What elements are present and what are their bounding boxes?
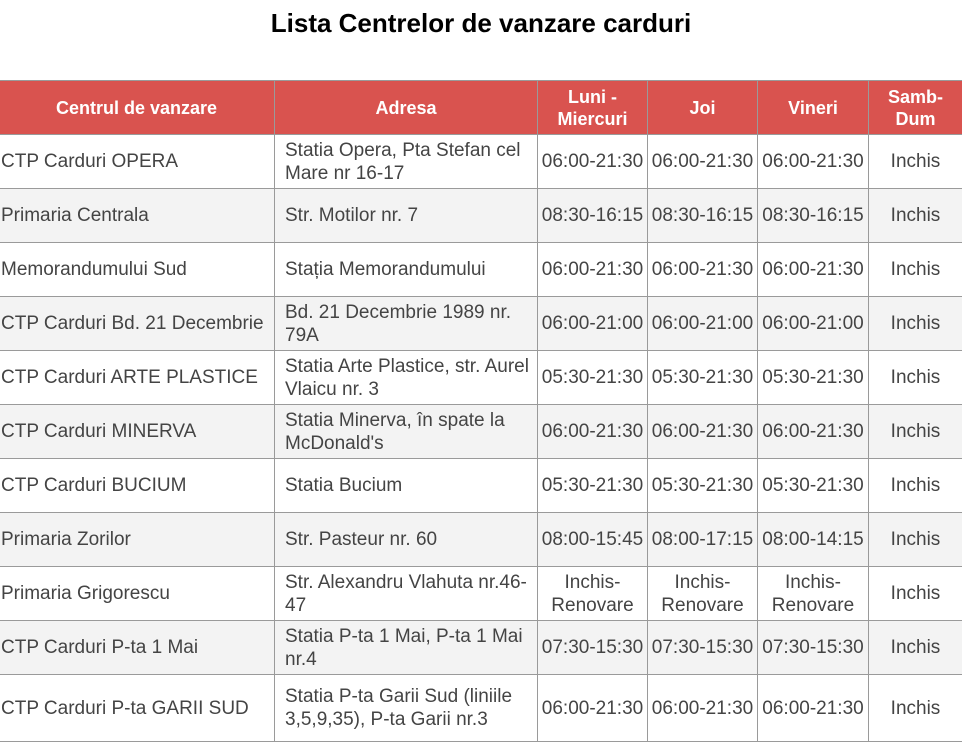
cell-centre-name: Memorandumului Sud: [0, 243, 275, 297]
table-row: [0, 513, 962, 567]
table-row: [0, 621, 962, 675]
cell-mon-wed: 05:30-21:30: [538, 351, 648, 405]
cell-address: Statia Minerva, în spate la McDonald's: [275, 405, 538, 459]
cell-sat-sun: Inchis: [869, 189, 962, 243]
table-row: [0, 675, 962, 742]
sales-centres-table: [0, 80, 962, 742]
cell-sat-sun: Inchis: [869, 567, 962, 621]
cell-address: Bd. 21 Decembrie 1989 nr. 79A: [275, 297, 538, 351]
cell-thu: 08:00-17:15: [648, 513, 758, 567]
cell-sat-sun: Inchis: [869, 675, 962, 742]
table-row: [0, 189, 962, 243]
cell-centre-name: Primaria Zorilor: [0, 513, 275, 567]
cell-mon-wed: 07:30-15:30: [538, 621, 648, 675]
cell-thu: 07:30-15:30: [648, 621, 758, 675]
header-row: [0, 81, 962, 135]
cell-centre-name: CTP Carduri P-ta GARII SUD: [0, 675, 275, 742]
cell-fri: 07:30-15:30: [758, 621, 869, 675]
cell-fri: 05:30-21:30: [758, 459, 869, 513]
cell-sat-sun: Inchis: [869, 351, 962, 405]
table-row: [0, 297, 962, 351]
cell-fri: 06:00-21:30: [758, 135, 869, 189]
cell-mon-wed: 06:00-21:30: [538, 243, 648, 297]
cell-thu: 06:00-21:00: [648, 297, 758, 351]
cell-thu: 05:30-21:30: [648, 351, 758, 405]
cell-sat-sun: Inchis: [869, 459, 962, 513]
header-address: Adresa: [275, 81, 538, 135]
cell-mon-wed: 05:30-21:30: [538, 459, 648, 513]
cell-sat-sun: Inchis: [869, 621, 962, 675]
cell-thu: 05:30-21:30: [648, 459, 758, 513]
cell-fri: 08:00-14:15: [758, 513, 869, 567]
cell-thu: 06:00-21:30: [648, 405, 758, 459]
cell-thu: 06:00-21:30: [648, 135, 758, 189]
cell-centre-name: CTP Carduri BUCIUM: [0, 459, 275, 513]
cell-fri: 06:00-21:30: [758, 675, 869, 742]
table-row: [0, 459, 962, 513]
cell-mon-wed: 06:00-21:30: [538, 135, 648, 189]
cell-fri: 06:00-21:30: [758, 405, 869, 459]
cell-sat-sun: Inchis: [869, 243, 962, 297]
cell-centre-name: CTP Carduri OPERA: [0, 135, 275, 189]
cell-fri: Inchis-Renovare: [758, 567, 869, 621]
table-row: [0, 243, 962, 297]
cell-address: Str. Alexandru Vlahuta nr.46-47: [275, 567, 538, 621]
table-body: [0, 135, 962, 742]
cell-fri: 08:30-16:15: [758, 189, 869, 243]
cell-centre-name: CTP Carduri Bd. 21 Decembrie: [0, 297, 275, 351]
cell-centre-name: CTP Carduri P-ta 1 Mai: [0, 621, 275, 675]
header-thu: Joi: [648, 81, 758, 135]
header-fri: Vineri: [758, 81, 869, 135]
cell-sat-sun: Inchis: [869, 297, 962, 351]
cell-address: Statia Arte Plastice, str. Aurel Vlaicu nr. 3: [275, 351, 538, 405]
table-row: [0, 405, 962, 459]
cell-mon-wed: 06:00-21:00: [538, 297, 648, 351]
cell-mon-wed: Inchis-Renovare: [538, 567, 648, 621]
cell-thu: Inchis-Renovare: [648, 567, 758, 621]
cell-mon-wed: 06:00-21:30: [538, 405, 648, 459]
cell-sat-sun: Inchis: [869, 405, 962, 459]
cell-address: Statia P-ta Garii Sud (liniile 3,5,9,35), P-ta Garii nr.3: [275, 675, 538, 742]
cell-sat-sun: Inchis: [869, 513, 962, 567]
table-row: [0, 351, 962, 405]
header-sat-sun: Samb- Dum: [869, 81, 962, 135]
cell-address: Stația Memorandumului: [275, 243, 538, 297]
cell-mon-wed: 06:00-21:30: [538, 675, 648, 742]
cell-mon-wed: 08:00-15:45: [538, 513, 648, 567]
cell-centre-name: Primaria Centrala: [0, 189, 275, 243]
header-mon-wed: Luni - Miercuri: [538, 81, 648, 135]
cell-fri: 06:00-21:30: [758, 243, 869, 297]
cell-fri: 05:30-21:30: [758, 351, 869, 405]
cell-address: Statia P-ta 1 Mai, P-ta 1 Mai nr.4: [275, 621, 538, 675]
cell-centre-name: CTP Carduri MINERVA: [0, 405, 275, 459]
cell-fri: 06:00-21:00: [758, 297, 869, 351]
page-title: Lista Centrelor de vanzare carduri: [270, 8, 692, 38]
cell-address: Statia Bucium: [275, 459, 538, 513]
table-header: [0, 81, 962, 135]
table-row: [0, 135, 962, 189]
cell-sat-sun: Inchis: [869, 135, 962, 189]
cell-centre-name: CTP Carduri ARTE PLASTICE: [0, 351, 275, 405]
cell-centre-name: Primaria Grigorescu: [0, 567, 275, 621]
cell-thu: 06:00-21:30: [648, 675, 758, 742]
table-row: [0, 567, 962, 621]
cell-address: Statia Opera, Pta Stefan cel Mare nr 16-17: [275, 135, 538, 189]
cell-address: Str. Pasteur nr. 60: [275, 513, 538, 567]
cell-thu: 06:00-21:30: [648, 243, 758, 297]
cell-address: Str. Motilor nr. 7: [275, 189, 538, 243]
header-centre: Centrul de vanzare: [0, 81, 275, 135]
cell-thu: 08:30-16:15: [648, 189, 758, 243]
cell-mon-wed: 08:30-16:15: [538, 189, 648, 243]
